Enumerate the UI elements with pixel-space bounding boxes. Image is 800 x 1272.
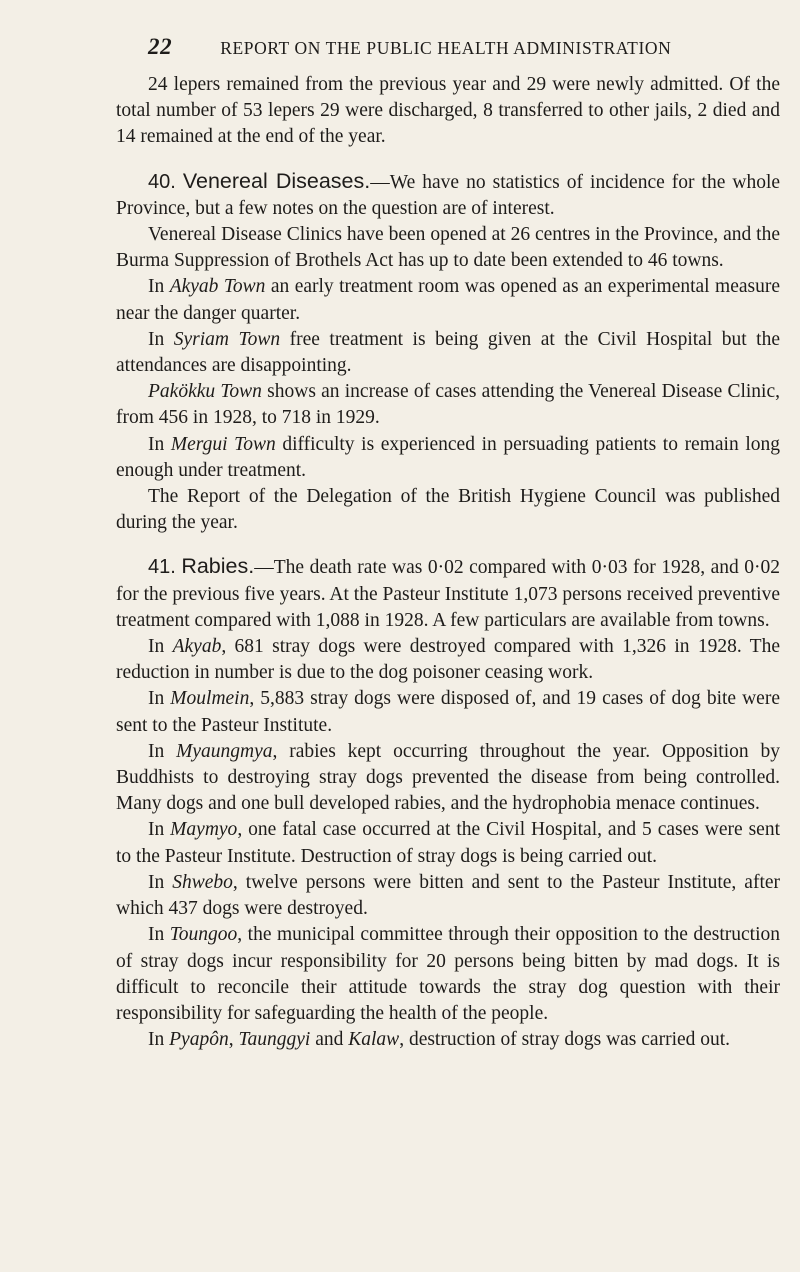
separator: and: [310, 1029, 349, 1051]
section-41-number: 41.: [148, 556, 176, 579]
mergui-town-text: difficulty is experienced in persuading patients to remain long enough under treatment.: [116, 433, 780, 481]
separator: ,: [228, 1029, 239, 1051]
pakokku-town-paragraph: [116, 379, 780, 431]
toungoo-paragraph: [116, 922, 780, 1027]
town-name: Mergui Town: [170, 433, 276, 455]
section-41-title: Rabies.: [181, 554, 255, 579]
in-prefix: In: [148, 1029, 170, 1051]
town-name: Moulmein: [170, 688, 250, 710]
in-prefix: In: [148, 688, 171, 710]
town-name: Syriam Town: [173, 328, 281, 350]
akyab-paragraph: [116, 634, 780, 686]
section-41-heading-paragraph: [116, 553, 780, 634]
syriam-town-paragraph: [116, 327, 780, 379]
myaungmya-text: , rabies kept occurring throughout the year. Opposition by Buddhists to destroying stray dogs prevented the disease from being controlled. Many dogs and one bull developed rabies, and the hydrophobia menace continues.: [116, 740, 780, 815]
town-name: Akyab: [172, 636, 222, 658]
akyab-town-paragraph: [116, 274, 780, 326]
pyapon-paragraph: [116, 1027, 780, 1053]
in-prefix: In: [148, 819, 171, 841]
section-40-number: 40.: [148, 170, 176, 193]
town-name: Maymyo: [170, 819, 238, 841]
delegation-paragraph: The Report of the Delegation of the British Hygiene Council was published during the year.: [116, 486, 780, 534]
moulmein-paragraph: [116, 686, 780, 738]
running-title: REPORT ON THE PUBLIC HEALTH ADMINISTRATION: [220, 38, 672, 58]
moulmein-text: , 5,883 stray dogs were disposed of, and 19 cases of dog bite were sent to the Pasteur Institute.: [116, 688, 780, 736]
pakokku-town-text: shows an increase of cases attending the Venereal Disease Clinic, from 456 in 1928, to 718 in 1929.: [116, 381, 780, 429]
town-name: Shwebo: [172, 871, 233, 893]
in-prefix: In: [148, 276, 170, 298]
venereal-clinics-paragraph: Venereal Disease Clinics have been opened at 26 centres in the Province, and the Burma Suppression of Brothels Act has up to date been extended to 46 towns.: [116, 224, 780, 272]
lepers-paragraph: 24 lepers remained from the previous year and 29 were newly admitted. Of the total number of 53 lepers 29 were discharged, 8 transferred to other jails, 2 died and 14 remained at the end of the year.: [116, 74, 780, 148]
mergui-town-paragraph: [116, 432, 780, 484]
town-name: Pakökku Town: [148, 381, 262, 403]
town-name: Toungoo: [169, 924, 238, 946]
akyab-text: , 681 stray dogs were destroyed compared with 1,326 in 1928. The reduction in number is due to the dog poisoner ceasing work.: [116, 636, 780, 684]
in-prefix: In: [148, 636, 173, 658]
pyapon-text: , destruction of stray dogs was carried out.: [399, 1029, 731, 1051]
shwebo-text: , twelve persons were bitten and sent to the Pasteur Institute, after which 437 dogs were destroyed.: [116, 871, 781, 920]
page-body: [116, 72, 780, 1053]
town-name: Myaungmya: [176, 740, 273, 762]
in-prefix: In: [148, 871, 173, 893]
section-40-intro: —We have no statistics of incidence for the whole Province, but a few notes on the question are of interest.: [116, 171, 781, 219]
syriam-town-text: free treatment is being given at the Civil Hospital but the attendances are disappointing.: [116, 328, 781, 377]
town-name: Kalaw: [348, 1029, 400, 1051]
toungoo-text: , the municipal committee through their opposition to the destruction of stray dogs incur responsibility for 20 persons being bitten by mad dogs. It is difficult to reconcile their attitude towards the stray dog question with their responsibility for safeguarding the health of the people.: [116, 924, 780, 1024]
town-name: Pyapôn: [169, 1029, 229, 1051]
town-name: Taunggyi: [238, 1029, 311, 1051]
in-prefix: In: [148, 433, 171, 455]
page-number: 22: [148, 34, 173, 59]
section-40-title: Venereal Diseases.: [182, 168, 371, 193]
page-header: [148, 34, 740, 60]
maymyo-paragraph: [116, 817, 780, 869]
section-41-intro: —The death rate was 0·02 compared with 0·03 for 1928, and 0·02 for the previous five years. At the Pasteur Institute 1,073 persons received preventive treatment compared with 1,088 in 1928. A few particulars are available from towns.: [116, 557, 780, 631]
in-prefix: In: [148, 924, 170, 946]
in-prefix: In: [148, 328, 174, 350]
akyab-town-text: an early treatment room was opened as an experimental measure near the danger quarter.: [116, 276, 780, 324]
section-40-heading-paragraph: [116, 168, 780, 222]
maymyo-text: , one fatal case occurred at the Civil Hospital, and 5 cases were sent to the Pasteur Institute. Destruction of stray dogs is being carried out.: [116, 819, 780, 867]
myaungmya-paragraph: [116, 739, 780, 818]
shwebo-paragraph: [116, 870, 780, 922]
in-prefix: In: [148, 740, 177, 762]
town-name: Akyab Town: [169, 276, 266, 298]
